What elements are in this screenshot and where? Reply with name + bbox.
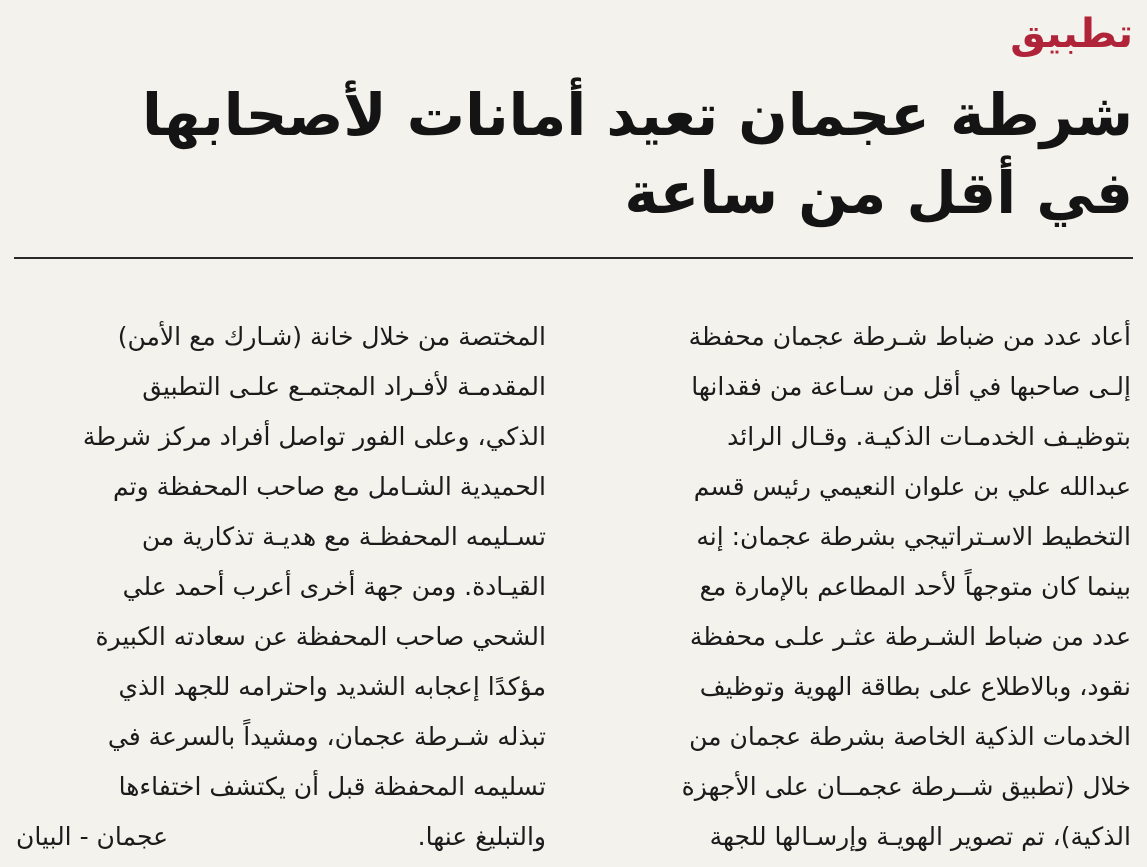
body-line: التخطيط الاسـتراتيجي بشرطة عجمان: إنه	[696, 522, 1131, 551]
article-column-right	[601, 312, 1131, 862]
byline: عجمان - البيان	[16, 822, 169, 851]
body-line: بتوظيـف الخدمـات الذكيـة. وقـال الرائد	[727, 422, 1131, 451]
body-line: الحميدية الشـامل مع صاحب المحفظة وتم	[113, 472, 546, 501]
headline-line-1: شرطة عجمان تعيد أمانات لأصحابها	[141, 81, 1133, 149]
body-line: بينما كان متوجهاً لأحد المطاعم بالإمارة مع	[699, 572, 1131, 601]
body-line: مؤكدًا إعجابه الشديد واحترامه للجهد الذي	[118, 672, 546, 701]
body-line: عدد من ضباط الشـرطة عثـر علـى محفظة	[689, 622, 1131, 651]
body-line: المقدمـة لأفـراد المجتمـع علـى التطبيق	[142, 372, 546, 401]
section-label: تطبيق	[1010, 11, 1133, 57]
body-line: إلـى صاحبها في أقل من سـاعة من فقدانها	[691, 372, 1131, 401]
body-line: نقود، وبالاطلاع على بطاقة الهوية وتوظيف	[699, 672, 1131, 701]
body-line: الخدمات الذكية الخاصة بشرطة عجمان من	[689, 722, 1131, 751]
body-line: خلال (تطبيق شــرطة عجمــان على الأجهزة	[681, 772, 1131, 801]
body-line: القيـادة. ومن جهة أخرى أعرب أحمد علي	[122, 572, 546, 601]
body-line: أعاد عدد من ضباط شـرطة عجمان محفظة	[688, 322, 1131, 351]
body-line: المختصة من خلال خانة (شـارك مع الأمن)	[117, 322, 546, 351]
body-line: تبذله شـرطة عجمان، ومشيداً بالسرعة في	[107, 722, 546, 751]
closing-text: والتبليغ عنها.	[417, 822, 546, 851]
headline-line-2: في أقل من ساعة	[624, 159, 1133, 227]
body-line: تسليمه المحفظة قبل أن يكتشف اختفاءها	[118, 772, 546, 801]
body-line: عبدالله علي بن علوان النعيمي رئيس قسم	[693, 472, 1131, 501]
body-line: تسـليمه المحفظـة مع هديـة تذكارية من	[141, 522, 546, 551]
divider-rule	[14, 257, 1133, 259]
body-line: الذكي، وعلى الفور تواصل أفراد مركز شرطة	[82, 422, 546, 451]
closing-line	[16, 812, 546, 862]
article-column-left	[16, 312, 546, 862]
headline	[33, 76, 1133, 232]
body-line: الذكية)، تم تصوير الهويـة وإرسـالها للجهة	[709, 822, 1131, 851]
body-line: الشحي صاحب المحفظة عن سعادته الكبيرة	[95, 622, 546, 651]
